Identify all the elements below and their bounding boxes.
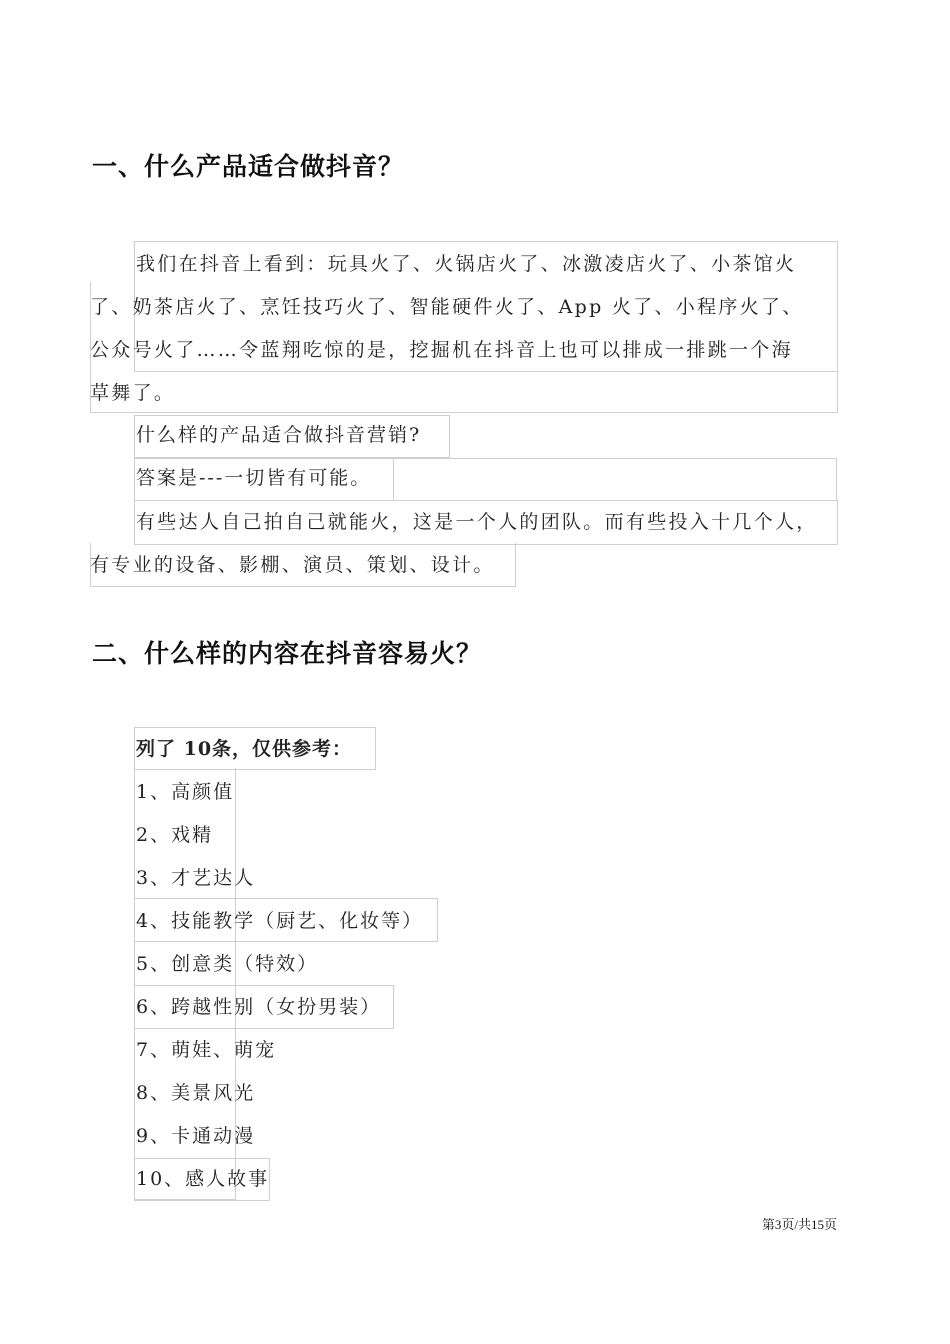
list-item: 6、跨越性别（女扮男装） (136, 996, 382, 1018)
paragraph-line: 有些达人自己拍自己就能火，这是一个人的团队。而有些投入十几个人， (136, 511, 818, 533)
section-heading-1: 一、什么产品适合做抖音？ (92, 152, 405, 181)
paragraph-line: 草舞了。 (90, 382, 176, 404)
paragraph-line: 了、奶茶店火了、烹饪技巧火了、智能硬件火了、App 火了、小程序火了、 (90, 296, 804, 318)
paragraph-line: 我们在抖音上看到：玩具火了、火锅店火了、冰激凌店火了、小茶馆火 (136, 253, 797, 275)
list-item: 9、卡通动漫 (136, 1125, 256, 1147)
list-item: 10、感人故事 (136, 1168, 270, 1190)
section-heading-2: 二、什么样的内容在抖音容易火？ (92, 639, 483, 668)
paragraph-question: 什么样的产品适合做抖音营销? (136, 424, 422, 446)
list-item: 3、才艺达人 (136, 867, 256, 889)
paragraph-answer: 答案是---一切皆有可能。 (136, 467, 372, 489)
paragraph-intro (90, 243, 837, 415)
list-item: 5、创意类（特效） (136, 953, 319, 975)
page-number: 第3页/共15页 (761, 1217, 837, 1232)
list-item: 8、美景风光 (136, 1082, 256, 1104)
list-item: 1、高颜值 (136, 781, 235, 803)
list-item: 7、萌娃、萌宠 (136, 1039, 277, 1061)
list-item: 2、戏精 (136, 824, 214, 846)
list-intro: 列了 10条，仅供参考： (136, 738, 353, 760)
text-frame (392, 458, 837, 501)
list-item: 4、技能教学（厨艺、化妆等） (136, 910, 424, 932)
paragraph-line: 公众号火了……令蓝翔吃惊的是，挖掘机在抖音上也可以排成一排跳一个海 (90, 339, 793, 361)
paragraph-teams (90, 501, 837, 587)
paragraph-line: 有专业的设备、影棚、演员、策划、设计。 (90, 554, 495, 576)
